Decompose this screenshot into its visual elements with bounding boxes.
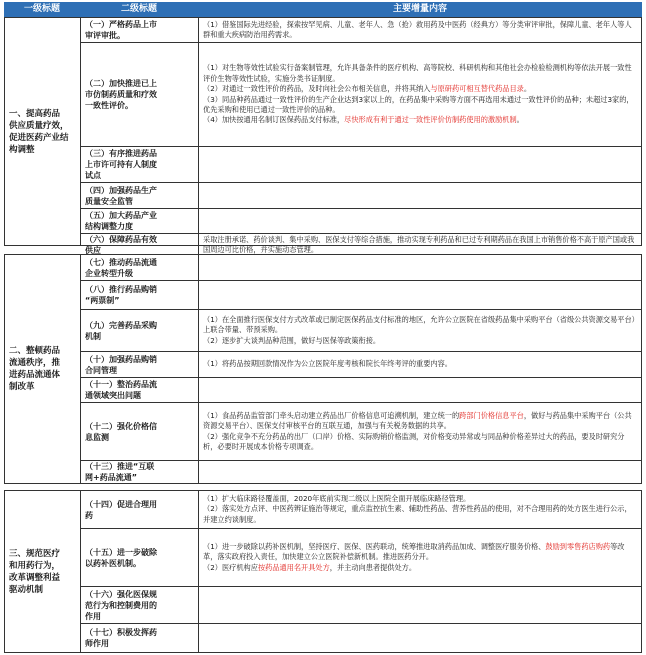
table-row [81,18,641,42]
row-label: （四）加强药品生产 质量安全监管 [81,183,199,208]
row-content [199,461,641,483]
table-row [81,402,641,460]
row-label: （十四）促进合理用 药 [81,491,199,528]
table-row [81,623,641,652]
content-line: （1）借鉴国际先进经验，探索按罕见病、儿童、老年人、急（抢）救用药及中医药（经典方）等分类审评审批，保障儿童、老年人等人群和重大疾病防治用药需求。 [203,19,632,39]
row-content [199,310,641,351]
content-line: （2）逐步扩大谈判品种范围，做好与医保等政策衔接。 [203,335,381,345]
content-line: （2）对通过一致性评价的药品，及时向社会公布相关信息，并将其纳入与原研药可相互替代药品目录。 [203,84,532,94]
row-label: （三）有序推进药品 上市许可持有人制度 试点 [81,147,199,182]
row-content [199,352,641,377]
row-label: （十六）强化医保规 范行为和控制费用的 作用 [81,587,199,623]
row-content [199,234,641,256]
row-content [199,529,641,586]
content-line: （3）同品种药品通过一致性评价的生产企业达到3家以上的，在药品集中采购等方面不再选用未通过一致性评价的品种；未超过3家的，优先采购和使用已通过一致性评价的品种。 [203,94,634,114]
highlight-text: 鼓励到零售药店购药 [545,541,611,551]
row-label: （二）加快推进已上 市仿制药质量和疗效 一致性评价。 [81,43,199,146]
content-line: （2）落实处方点评、中医药辨证施治等规定，重点监控抗生素、辅助性药品、营养性药品的使用，对不合理用药的处方医生进行公示，并建立约谈制度。 [203,504,632,524]
row-label: （六）保障药品有效 供应 [81,234,199,256]
row-content [199,18,641,42]
row-content [199,183,641,208]
highlight-text: 尽快形成有利于通过一致性评价仿制药使用的激励机制 [344,115,517,125]
table-row [81,309,641,351]
content-line: （1）在全面推行医保支付方式改革或已制定医保药品支付标准的地区，允许公立医院在省级药品集中采购平台（省级公共资源交易平台）上联合带量、带预采购。 [203,314,636,335]
table-row [81,146,641,182]
table-row [81,491,641,528]
table-row [81,208,641,233]
row-label: （七）推动药品流通 企业转型升级 [81,255,199,280]
header-level1: 一级标题 [23,4,60,14]
content-line: （1）对生物等效性试验实行备案制管理，允许具备条件的医疗机构、高等院校、科研机构和其他社会办检验检测机构等依法开展一致性评价生物等效性试验，实施分类书证制度。 [203,63,632,83]
row-label: （八）推行药品购销 “两票制” [81,281,199,309]
table-row [81,528,641,586]
section-title: 三、规范医疗 和用药行为， 改革调整利益 驱动机制 [5,491,81,652]
section-title: 二、整顿药品 流通秩序，推 进药品流通体 制改革 [5,255,81,483]
table-row [81,233,641,255]
content-line: （1）将药品按期回款情况作为公立医院年度考核和院长年终考评的重要内容。 [203,359,452,369]
row-label: （十七）积极发挥药 师作用 [81,624,199,652]
row-label: （五）加大药品产业 结构调整力度 [81,209,199,233]
row-label: （十一）整治药品流 通领域突出问题 [81,378,199,402]
table-row [81,280,641,309]
content-line: （4）加快按通用名制订医保药品支付标准，尽快形成有利于通过一致性评价仿制药使用的激励机制。 [203,115,524,125]
section-block-1 [4,17,642,255]
content-line: （1）食品药品监管部门牵头启动建立药品出厂价格信息可追溯机制，建立统一的跨部门价格信息平台，做好与药品集中采购平台（公共资源交易平台）、医保支付审核平台的互联互通，加强与有关税务数据的共享。 [203,410,632,431]
row-label: （十五）进一步破除 以药补医机制。 [81,529,199,586]
row-content [199,624,641,652]
table-header [4,2,642,17]
content-line: （2）强化竞争不充分药品的出厂（口岸）价格、实际购销价格监测，对价格变动异常或与同品种价格差异过大的药品，要及时研究分析，必要时开展成本价格专项调查。 [203,431,625,451]
table-row [81,460,641,483]
row-label: （九）完善药品采购 机制 [81,310,199,351]
highlight-text: 与原研药可相互替代药品目录 [430,84,524,94]
table-row [81,351,641,377]
section-block-3 [4,490,642,653]
row-content [199,403,641,460]
header-content: 主要增量内容 [392,4,447,14]
content-line: （2）医疗机构应按药品通用名开具处方，并主动向患者提供处方。 [203,562,417,572]
highlight-text: 按药品通用名开具处方 [257,562,330,572]
header-level2: 二级标题 [120,4,157,14]
table-row [81,42,641,146]
row-label: （十）加强药品购销 合同管理 [81,352,199,377]
row-content [199,147,641,182]
row-label: （一）严格药品上市 审评审批。 [81,18,199,42]
content-line: （1）进一步破除以药补医机制，坚持医疗、医保、医药联动，统筹推进取消药品加成、调整医疗服务价格、鼓励到零售药店购药等改革，落实政府投入责任，加快建立公立医院补偿新机制。推进医药分开。 [203,541,625,562]
row-content [199,378,641,402]
table-row [81,377,641,402]
content-line: 采取注册承诺、药价谈判、集中采购、医保支付等综合措施，推动实现专利药品和已过专利期药品在我国上市销售价格不高于原产国或我国周边可比价格，并实施动态管理。 [203,234,635,254]
row-label: （十二）强化价格信 息监测 [81,403,199,460]
row-label: （十三）推进“互联 网+药品流通” [81,461,199,483]
highlight-text: 跨部门价格信息平台 [459,410,524,420]
row-content [199,255,641,280]
section-block-2 [4,254,642,484]
table-row [81,255,641,280]
row-content [199,209,641,233]
table-row [81,586,641,623]
content-line: （1）扩大临床路径覆盖面，2020年底前实现二级以上医院全面开展临床路径管理。 [203,493,471,503]
row-content [199,43,641,146]
section-title: 一、提高药品 供应质量疗效， 促进医药产业结 构调整 [5,18,81,245]
row-content [199,587,641,623]
table-row [81,182,641,208]
row-content [199,281,641,309]
row-content [199,491,641,528]
